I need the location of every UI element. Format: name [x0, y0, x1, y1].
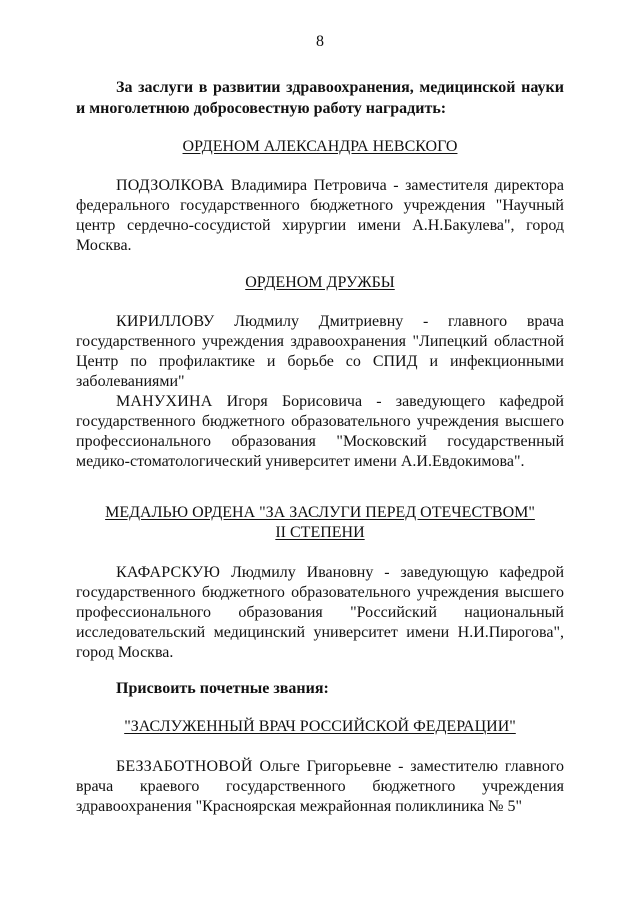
- entry-bezzabotnova: [76, 757, 564, 817]
- entry-text: Ольге Григорьевне - заместителю главного врача краевого государственного бюджетного учреждения здравоохранения "Красноярская межрайонная поликлиника № 5": [76, 758, 564, 815]
- subhead-honorary-titles: Присвоить почетные звания:: [116, 680, 329, 697]
- heading-medal-order-merit-line2: II СТЕПЕНИ: [275, 524, 365, 541]
- heading-honored-doctor: "ЗАСЛУЖЕННЫЙ ВРАЧ РОССИЙСКОЙ ФЕДЕРАЦИИ": [124, 718, 516, 735]
- page-number: 8: [316, 33, 324, 50]
- entry-text: Игоря Борисовича - заведующего кафедрой государственного бюджетного образовательного учреждения высшего профессионального образования "Московский государственный медико-стоматологический университет имени А.И.Евдокимова".: [76, 393, 564, 470]
- heading-order-of-friendship: ОРДЕНОМ ДРУЖБЫ: [245, 274, 395, 291]
- entry-podzolkov: [76, 176, 564, 256]
- heading-medal-order-merit-line1: МЕДАЛЬЮ ОРДЕНА "ЗА ЗАСЛУГИ ПЕРЕД ОТЕЧЕСТВОМ": [105, 504, 535, 521]
- entry-surname: БЕЗЗАБОТНОВОЙ: [116, 758, 253, 775]
- entry-surname: ПОДЗОЛКОВА: [116, 177, 225, 194]
- heading-order-alexander-nevsky: ОРДЕНОМ АЛЕКСАНДРА НЕВСКОГО: [182, 138, 458, 155]
- entry-manukhin: [76, 392, 564, 472]
- entry-text: Людмилу Ивановну - заведующую кафедрой государственного бюджетного образовательного учреждения высшего профессионального образования "Российский национальный исследовательский медицинский университет имени Н.И.Пирогова", город Москва.: [76, 564, 564, 661]
- entry-kafarskaya: [76, 563, 564, 663]
- entry-text: Владимира Петровича - заместителя директора федерального государственного бюджетного учреждения "Научный центр сердечно-сосудистой хирургии имени А.Н.Бакулева", город Москва.: [76, 177, 564, 254]
- entry-text: Людмилу Дмитриевну - главного врача государственного учреждения здравоохранения "Липецкий областной Центр по профилактике и борьбе со СПИД и инфекционными заболеваниями": [76, 313, 564, 390]
- entry-surname: МАНУХИНА: [116, 393, 213, 410]
- entry-surname: КАФАРСКУЮ: [116, 564, 221, 581]
- entry-surname: КИРИЛЛОВУ: [116, 313, 215, 330]
- entry-kirillova: [76, 312, 564, 392]
- award-intro: За заслуги в развитии здравоохранения, медицинской науки и многолетнюю добросовестную работу наградить:: [76, 79, 564, 117]
